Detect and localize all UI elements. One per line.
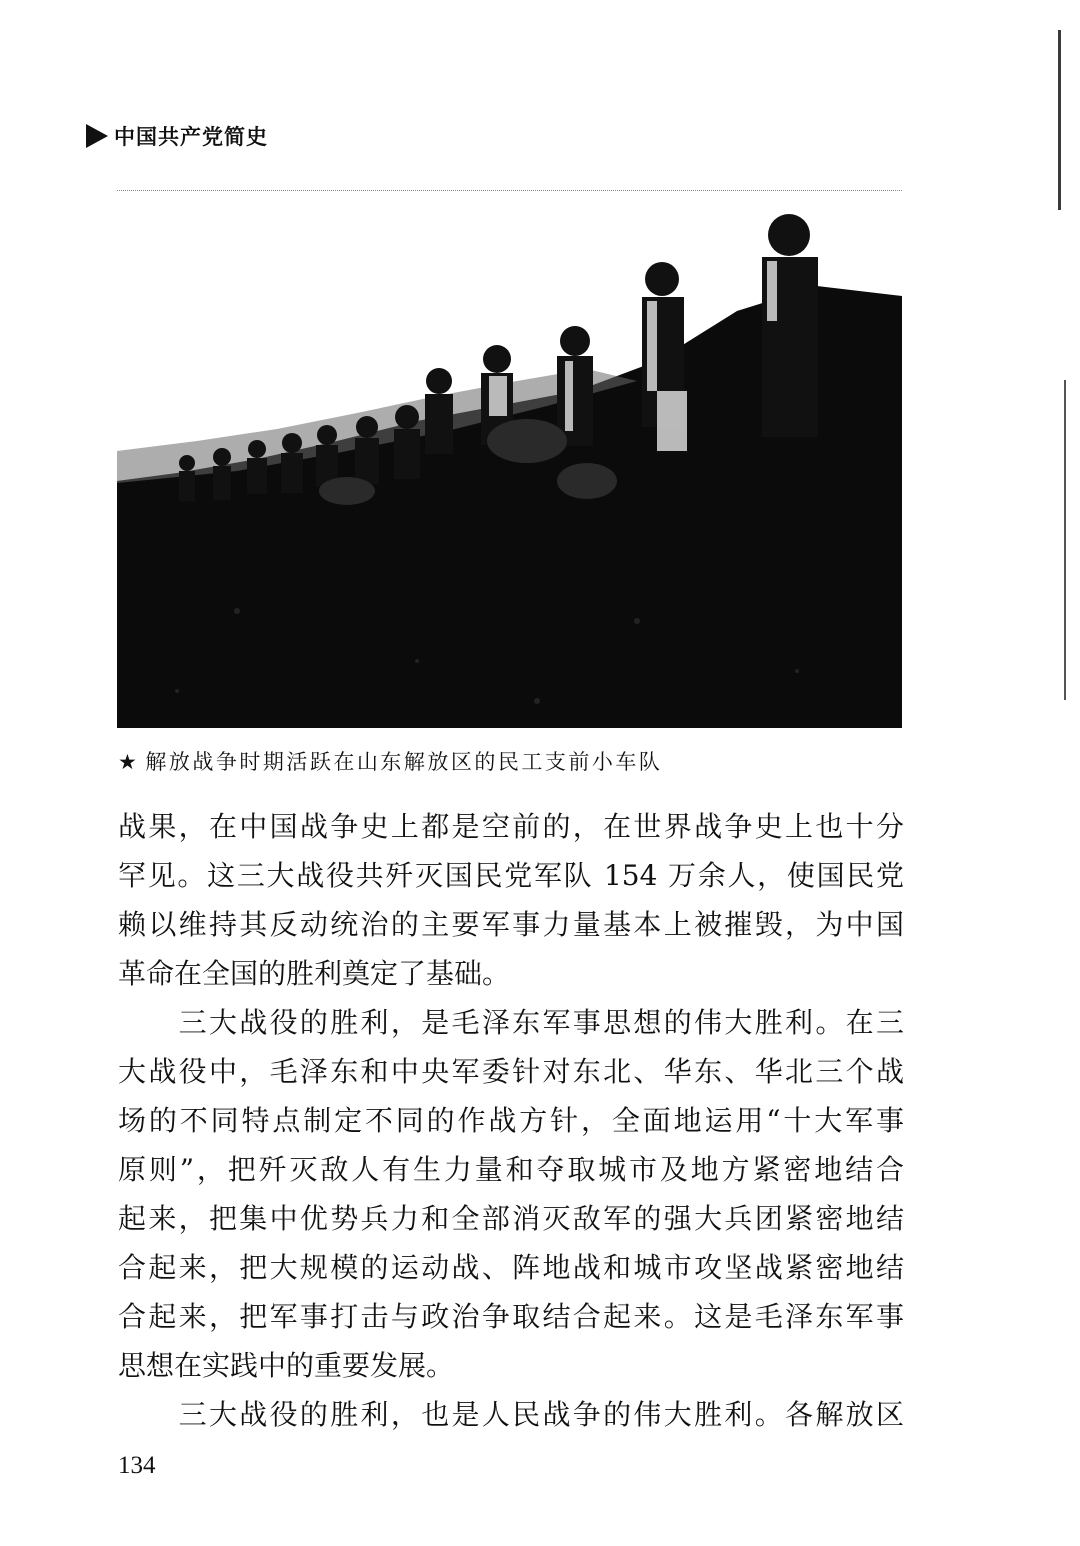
running-head-title: 中国共产党简史	[114, 125, 268, 149]
text-line: 革命在全国的胜利奠定了基础。	[118, 957, 511, 990]
text-line: 大战役中，毛泽东和中央军委针对东北、华东、华北三个战	[118, 1055, 904, 1088]
historical-photo	[117, 190, 902, 728]
text-line: 思想在实践中的重要发展。	[118, 1349, 455, 1382]
text-line: 原则”，把歼灭敌人有生力量和夺取城市及地方紧密地结合	[118, 1153, 904, 1186]
caption-text: 解放战争时期活跃在山东解放区的民工支前小车队	[145, 750, 663, 774]
text-line: 场的不同特点制定不同的作战方针，全面地运用“十大军事	[118, 1104, 904, 1137]
text-line: 赖以维持其反动统治的主要军事力量基本上被摧毁，为中国	[118, 908, 904, 941]
text-line: 起来，把集中优势兵力和全部消灭敌军的强大兵团紧密地结	[118, 1202, 904, 1235]
page-number: 134	[118, 1452, 156, 1479]
text-line: 合起来，把大规模的运动战、阵地战和城市攻坚战紧密地结	[118, 1251, 904, 1284]
figure-caption	[118, 746, 662, 776]
page-edge-line-lower	[1064, 380, 1066, 700]
text-line: 战果，在中国战争史上都是空前的，在世界战争史上也十分	[118, 810, 904, 843]
text-line: 三大战役的胜利，是毛泽东军事思想的伟大胜利。在三	[118, 1006, 904, 1039]
text-line: 三大战役的胜利，也是人民战争的伟大胜利。各解放区	[118, 1398, 904, 1431]
photo-image	[117, 191, 902, 728]
body-text	[118, 802, 904, 1439]
triangle-marker-icon	[86, 124, 108, 148]
running-head	[86, 118, 268, 154]
page-edge-line	[1058, 30, 1061, 210]
star-icon: ★	[118, 750, 140, 774]
text-line: 罕见。这三大战役共歼灭国民党军队 154 万余人，使国民党	[118, 859, 904, 892]
text-line: 合起来，把军事打击与政治争取结合起来。这是毛泽东军事	[118, 1300, 904, 1333]
